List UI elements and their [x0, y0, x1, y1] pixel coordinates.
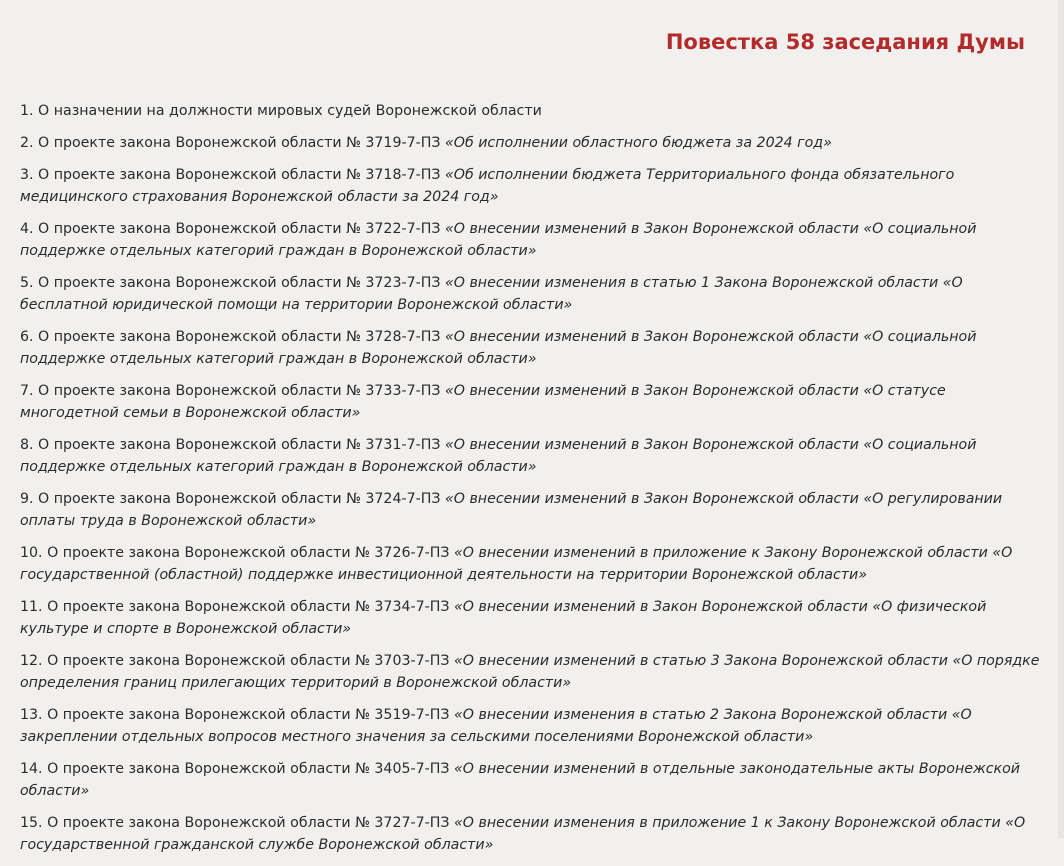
agenda-item-title: «О внесении изменения в приложение 1 к Закону Воронежской области «О государственной гражданской службе Воронежской области» — [20, 815, 1026, 853]
agenda-item-title: «О внесении изменений в Закон Воронежской области «О регулировании оплаты труда в Воронежской области» — [20, 491, 1003, 529]
agenda-item-prefix: 2. О проекте закона Воронежской области № 3719-7-ПЗ — [20, 135, 446, 151]
agenda-item-title: «О внесении изменений в статью 3 Закона Воронежской области «О порядке определения границ прилегающих территорий в Воронежской области» — [20, 653, 1040, 691]
page-title: Повестка 58 заседания Думы — [665, 30, 1025, 54]
agenda-item-title: «Об исполнении областного бюджета за 2024 год» — [445, 135, 832, 151]
agenda-item — [20, 218, 1040, 262]
agenda-item-title: «О внесении изменений в Закон Воронежской области «О физической культуре и спорте в Воронежской области» — [20, 599, 987, 637]
agenda-item — [20, 164, 1040, 208]
agenda-item-prefix: 11. О проекте закона Воронежской области № 3734-7-ПЗ — [20, 599, 455, 615]
agenda-item-title: «О внесении изменения в статью 2 Закона Воронежской области «О закреплении отдельных вопросов местного значения за сельскими поселениями Воронежской области» — [20, 707, 972, 745]
agenda-item-prefix: 8. О проекте закона Воронежской области № 3731-7-ПЗ — [20, 437, 446, 453]
agenda-item-title: «О внесении изменений в приложение к Закону Воронежской области «О государственной (областной) поддержке инвестиционной деятельности на территории Воронежской области» — [20, 545, 1013, 583]
agenda-item — [20, 488, 1040, 532]
agenda-item-prefix: 6. О проекте закона Воронежской области № 3728-7-ПЗ — [20, 329, 446, 345]
agenda-item-prefix: 10. О проекте закона Воронежской области № 3726-7-ПЗ — [20, 545, 455, 561]
agenda-item-prefix: 4. О проекте закона Воронежской области № 3722-7-ПЗ — [20, 221, 446, 237]
agenda-item-prefix: 15. О проекте закона Воронежской области № 3727-7-ПЗ — [20, 815, 455, 831]
agenda-item-prefix: 14. О проекте закона Воронежской области № 3405-7-ПЗ — [20, 761, 455, 777]
agenda-item-title: «О внесении изменений в Закон Воронежской области «О социальной поддержке отдельных категорий граждан в Воронежской области» — [20, 221, 977, 259]
agenda-item — [20, 542, 1040, 586]
agenda-item — [20, 650, 1040, 694]
agenda-item-title: «О внесении изменений в Закон Воронежской области «О социальной поддержке отдельных категорий граждан в Воронежской области» — [20, 329, 977, 367]
agenda-item — [20, 434, 1040, 478]
agenda-item — [20, 704, 1040, 748]
agenda-item-title: «О внесении изменений в отдельные законодательные акты Воронежской области» — [20, 761, 1021, 799]
agenda-item-prefix: 3. О проекте закона Воронежской области № 3718-7-ПЗ — [20, 167, 446, 183]
agenda-list — [20, 100, 1040, 866]
agenda-item-prefix: 5. О проекте закона Воронежской области № 3723-7-ПЗ — [20, 275, 446, 291]
agenda-item-title: «О внесении изменений в Закон Воронежской области «О социальной поддержке отдельных категорий граждан в Воронежской области» — [20, 437, 977, 475]
agenda-item — [20, 326, 1040, 370]
agenda-item — [20, 758, 1040, 802]
agenda-item-prefix: 12. О проекте закона Воронежской области № 3703-7-ПЗ — [20, 653, 455, 669]
agenda-item-title: «О внесении изменения в статью 1 Закона Воронежской области «О бесплатной юридической помощи на территории Воронежской области» — [20, 275, 963, 313]
agenda-item-prefix: 7. О проекте закона Воронежской области № 3733-7-ПЗ — [20, 383, 446, 399]
agenda-item-prefix: 1. О назначении на должности мировых судей Воронежской области — [20, 103, 542, 119]
scrollbar-track[interactable] — [1058, 0, 1064, 838]
agenda-item — [20, 380, 1040, 424]
agenda-item-prefix: 9. О проекте закона Воронежской области № 3724-7-ПЗ — [20, 491, 446, 507]
agenda-item — [20, 812, 1040, 856]
agenda-item — [20, 100, 1040, 122]
agenda-item-prefix: 13. О проекте закона Воронежской области № 3519-7-ПЗ — [20, 707, 455, 723]
agenda-item — [20, 596, 1040, 640]
agenda-item — [20, 132, 1040, 154]
agenda-item — [20, 272, 1040, 316]
agenda-item-title: «Об исполнении бюджета Территориального фонда обязательного медицинского страхования Воронежской области за 2024 год» — [20, 167, 955, 205]
agenda-item-title: «О внесении изменений в Закон Воронежской области «О статусе многодетной семьи в Воронежской области» — [20, 383, 946, 421]
